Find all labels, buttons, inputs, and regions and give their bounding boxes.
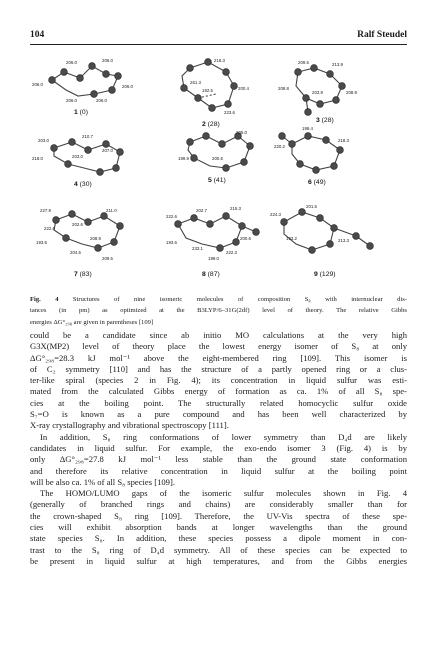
bond-label: 209.5 <box>102 256 113 261</box>
text-line: mated from the calculated Gibbs energy of formation as ca. 1% of all S₈ spe- <box>30 386 407 397</box>
bond-label: 192.5 <box>202 88 213 93</box>
text-line: S₇=O is known as a pure compound and has been well characterized by <box>30 409 407 420</box>
bond-label: 227.9 <box>40 208 51 213</box>
bond-label: 206.0 <box>96 98 107 103</box>
bond-label: 222.6 <box>44 226 55 231</box>
figure-caption <box>30 296 407 330</box>
header-rule <box>30 44 407 45</box>
bond-label: 193.6 <box>166 240 177 245</box>
text-line: G3X(MP2) level of theory place the lowest energy isomer of S₈ at only <box>30 341 407 352</box>
figure-4 <box>30 50 407 292</box>
isomer-label: 8 (87) <box>202 271 220 278</box>
text-line: and therefore its relative concentration in liquid sulfur at the boiling point <box>30 465 407 476</box>
bond-label: 261.3 <box>190 80 201 85</box>
caption-line: Fig. 4 Structures of nine isomeric molecules of composition S₈ with internuclear dis- <box>30 296 407 303</box>
bond-label: 209.5 <box>298 60 309 65</box>
text-line: will be also ca. 1% of all S₈ species [109]. <box>30 476 175 487</box>
bond-label: 206.0 <box>66 60 77 65</box>
bond-label: 222.3 <box>226 250 237 255</box>
bond-label: 218.3 <box>338 138 349 143</box>
running-author: Ralf Steudel <box>357 30 407 40</box>
bond-label: 213.9 <box>332 62 343 67</box>
body-text <box>30 330 407 567</box>
text-line: The HOMO/LUMO gaps of the isomeric sulfur molecules shown in Fig. 4 <box>40 488 407 499</box>
bond-label: 203.0 <box>72 154 83 159</box>
bond-label: 203.9 <box>312 90 323 95</box>
bond-label: 202.7 <box>196 208 207 213</box>
bond-label: 224.3 <box>270 212 281 217</box>
bond-label: 199.9 <box>178 156 189 161</box>
bond-label: 233.1 <box>192 246 203 251</box>
bond-label: 213.3 <box>338 238 349 243</box>
text-line: cies at the boiling point. The structurally related homocyclic sulfur oxide <box>30 397 407 408</box>
bond-label: 206.0 <box>122 84 133 89</box>
bond-label: 206.0 <box>102 58 113 63</box>
text-line: the crown-shaped S₈ ring [109]. Therefore, the UV-Vis spectra of these spe- <box>30 510 407 521</box>
bond-label: 199.0 <box>208 256 219 261</box>
bond-label: 200.5 <box>212 156 223 161</box>
bond-label: 204.5 <box>70 250 81 255</box>
isomer-label: 9 (129) <box>314 271 336 278</box>
bond-label: 220.2 <box>274 144 285 149</box>
bond-label: 202.6 <box>72 222 83 227</box>
text-line: only ΔG°₂₉₈=27.8 kJ mol⁻¹ less stable than the ground state conformation <box>30 454 407 465</box>
isomer-label: 6 (49) <box>308 179 326 186</box>
text-line: ΔG°₂₉₈=28.3 kJ mol⁻¹ above the eight-membered ring [109]. This isomer is <box>30 352 407 363</box>
text-line: trast to the S₈ ring of D₄d symmetry. All of these species can be expected to <box>30 544 407 555</box>
page-number: 104 <box>30 30 45 40</box>
bond-label: 201.5 <box>306 204 317 209</box>
text-line: of C₂ symmetry [110] and has the structure of a partly opened ring or a clus- <box>30 363 407 374</box>
isomer-label: 5 (41) <box>208 177 226 184</box>
bond-label: 199.4 <box>302 126 313 131</box>
caption-line: energies ΔG°₂₉₈ are given in parentheses [109] <box>30 318 154 326</box>
text-line: cies will exhibit absorption bands at longer wavelengths than the ground <box>30 522 407 533</box>
bond-label: 193.5 <box>36 240 47 245</box>
bond-label: 200.6 <box>240 236 251 241</box>
bond-label: 210.7 <box>82 134 93 139</box>
text-line: X-ray crystallography and vibrational spectroscopy [111]. <box>30 420 229 431</box>
bond-label: 208.8 <box>278 86 289 91</box>
bond-label: 206.0 <box>66 98 77 103</box>
bond-label: 203.0 <box>38 138 49 143</box>
isomer-label: 2 (28) <box>202 121 220 128</box>
bond-label: 208.9 <box>346 90 357 95</box>
text-line: could be a candidate since ab initio MO calculations at the very high <box>30 330 407 340</box>
bond-label: 222.6 <box>166 214 177 219</box>
isomer-label: 4 (30) <box>74 181 92 188</box>
caption-line: tances (in pm) as optimized at the B3LYP/6–31G(2df) level of theory. The relative Gibbs <box>30 307 407 315</box>
bond-label: 200.4 <box>238 86 249 91</box>
text-line: ter-like spiral (species 2 in Fig. 4); its concentration in liquid sulfur was esti- <box>30 375 407 386</box>
bond-label: 218.3 <box>214 58 225 63</box>
isomer-label: 3 (28) <box>316 117 334 124</box>
bond-label: 193.2 <box>286 236 297 241</box>
bond-label: 223.6 <box>224 110 235 115</box>
text-line: candidates in liquid sulfur. For example, the exo-endo isomer 3 (Fig. 4) is by <box>30 442 407 453</box>
bond-label: 218.0 <box>32 156 43 161</box>
running-header <box>30 30 407 44</box>
caption-label: Fig. 4 <box>30 296 59 303</box>
isomer-label: 1 (0) <box>74 109 88 116</box>
bond-label: 215.3 <box>230 206 241 211</box>
bond-label: 211.0 <box>106 208 117 213</box>
text-line: (generally of branched rings and chains) are considerably smaller than for <box>30 499 407 510</box>
text-line: In addition, S₈ ring conformations of lower symmetry than D₄d are likely <box>40 431 407 442</box>
isomer-structures-figure <box>30 50 407 292</box>
isomer-label: 7 (83) <box>74 271 92 278</box>
text-line: be present in liquid sulfur at high temperatures, and from the Gibbs energies <box>30 555 407 566</box>
bond-label: 208.9 <box>90 236 101 241</box>
bond-label: 207.0 <box>102 148 113 153</box>
text-line: state species S₈. In addition, these species possess a dipole moment in con- <box>30 533 407 544</box>
bond-label: 206.0 <box>32 82 43 87</box>
bond-label: 205.0 <box>236 130 247 135</box>
